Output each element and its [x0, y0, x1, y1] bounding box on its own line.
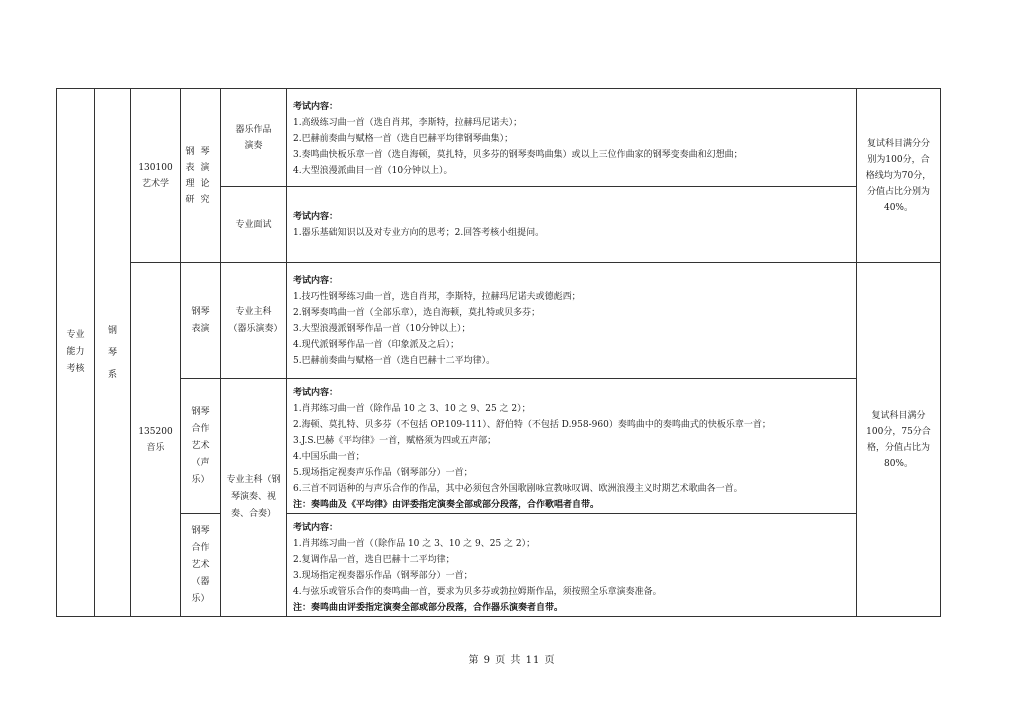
major-cell-1 [131, 89, 181, 263]
content-cell [287, 514, 857, 617]
content-item: 3.现场指定视奏器乐作品（钢琴部分）一首； [293, 571, 473, 581]
exam-type: 专业面试 [235, 219, 272, 230]
content-cell [287, 89, 857, 187]
content-item: 4.中国乐曲一首； [293, 452, 365, 462]
content-cell [287, 379, 857, 514]
type-cell [221, 379, 287, 617]
direction-label: 钢琴合作艺术（声乐） [191, 406, 210, 485]
direction-label: 钢琴表演 [191, 306, 210, 334]
exam-type: 专业主科（器乐演奏） [228, 306, 283, 334]
content-remark: 注：奏鸣曲由评委指定演奏全部或部分段落，合作器乐演奏者自带。 [293, 603, 564, 613]
exam-requirements-table [56, 88, 941, 617]
content-item: 1.技巧性钢琴练习曲一首，选自肖邦，李斯特，拉赫玛尼诺夫或德彪西； [293, 292, 581, 302]
major-code: 135200 [138, 426, 173, 437]
table-row [57, 514, 941, 617]
type-cell [221, 187, 287, 263]
page-number-footer: 第 9 页 共 11 页 [468, 655, 556, 666]
direction-label: 钢琴合作艺术（器乐） [191, 525, 210, 604]
content-remark: 注：奏鸣曲及《平均律》由评委指定演奏全部或部分段落，合作歌唱者自带。 [293, 500, 600, 510]
content-cell [287, 263, 857, 379]
content-item: 1.器乐基础知识以及对专业方向的思考；2.回答考核小组提问。 [293, 228, 545, 238]
content-item: 1.高级练习曲一首（选自肖邦，李斯特，拉赫玛尼诺夫）； [293, 118, 523, 128]
content-item: 3.J.S.巴赫《平均律》一首，赋格须为四或五声部； [293, 436, 497, 446]
table-row [57, 379, 941, 514]
content-item: 5.巴赫前奏曲与赋格一首（选自巴赫十二平均律）。 [293, 356, 496, 366]
department-label: 钢琴系 [107, 325, 117, 380]
exam-type: 专业主科（钢琴演奏、视奏、合奏） [226, 475, 281, 519]
content-item: 1.肖邦练习曲一首（除作品 10 之 3、10 之 9、25 之 2）； [293, 404, 531, 414]
content-item: 2.钢琴奏鸣曲一首（全部乐章），选自海顿，莫扎特或贝多芬； [293, 308, 541, 318]
content-heading: 考试内容： [293, 102, 339, 112]
category-label: 专业能力考核 [66, 330, 85, 374]
content-item: 4.大型浪漫派曲目一首（10分钟以上）。 [293, 166, 453, 176]
table-row [57, 263, 941, 379]
table-row [57, 89, 941, 187]
content-item: 6.三首不同语种的与声乐合作的作品，其中必须包含外国歌剧咏宣教咏叹调、欧洲浪漫主义时期艺术歌曲各一首。 [293, 484, 743, 494]
direction-cell [181, 514, 221, 617]
content-item: 4.现代派钢琴作品一首（印象派及之后）； [293, 340, 460, 350]
direction-cell [181, 379, 221, 514]
major-code: 130100 [138, 162, 173, 173]
content-heading: 考试内容： [293, 388, 339, 398]
department-cell [95, 89, 131, 617]
content-cell [287, 187, 857, 263]
direction-label: 钢琴表演理论研究 [185, 146, 216, 205]
score-note: 复试科目满分分别为100分，合格线均为70分，分值占比分别为40%。 [865, 138, 932, 213]
content-heading: 考试内容： [293, 212, 339, 222]
type-cell [221, 89, 287, 187]
content-item: 5.现场指定视奏声乐作品（钢琴部分）一首； [293, 468, 473, 478]
major-name: 艺术学 [141, 178, 169, 189]
type-cell [221, 263, 287, 379]
content-item: 3.大型浪漫派钢琴作品一首（10分钟以上）； [293, 324, 471, 334]
category-cell [57, 89, 95, 617]
exam-type: 器乐作品演奏 [235, 124, 272, 151]
content-item: 2.海顿、莫扎特、贝多芬（不包括 OP.109-111）、舒伯特（不包括 D.958-960）奏鸣曲中的奏鸣曲式的快板乐章一首； [293, 420, 771, 430]
content-item: 4.与弦乐或管乐合作的奏鸣曲一首，要求为贝多芬或勃拉姆斯作品，须按照全乐章演奏准备。 [293, 587, 662, 597]
direction-cell [181, 263, 221, 379]
content-item: 1.肖邦练习曲一首（（除作品 10 之 3、10 之 9、25 之 2）； [293, 539, 536, 549]
content-heading: 考试内容： [293, 276, 339, 286]
content-item: 2.复调作品一首，选自巴赫十二平均律； [293, 555, 455, 565]
score-note: 复试科目满分100分，75分合格，分值占比为80%。 [866, 410, 931, 469]
major-cell-2 [131, 263, 181, 617]
score-note-cell-2 [857, 263, 941, 617]
content-item: 3.奏鸣曲快板乐章一首（选自海顿，莫扎特，贝多芬的钢琴奏鸣曲集）或以上三位作曲家的钢琴变奏曲和幻想曲； [293, 150, 743, 160]
content-item: 2.巴赫前奏曲与赋格一首（选自巴赫平均律钢琴曲集）； [293, 134, 514, 144]
score-note-cell-1 [857, 89, 941, 263]
direction-cell-1 [181, 89, 221, 263]
content-heading: 考试内容： [293, 523, 339, 533]
major-name: 音乐 [146, 442, 165, 453]
